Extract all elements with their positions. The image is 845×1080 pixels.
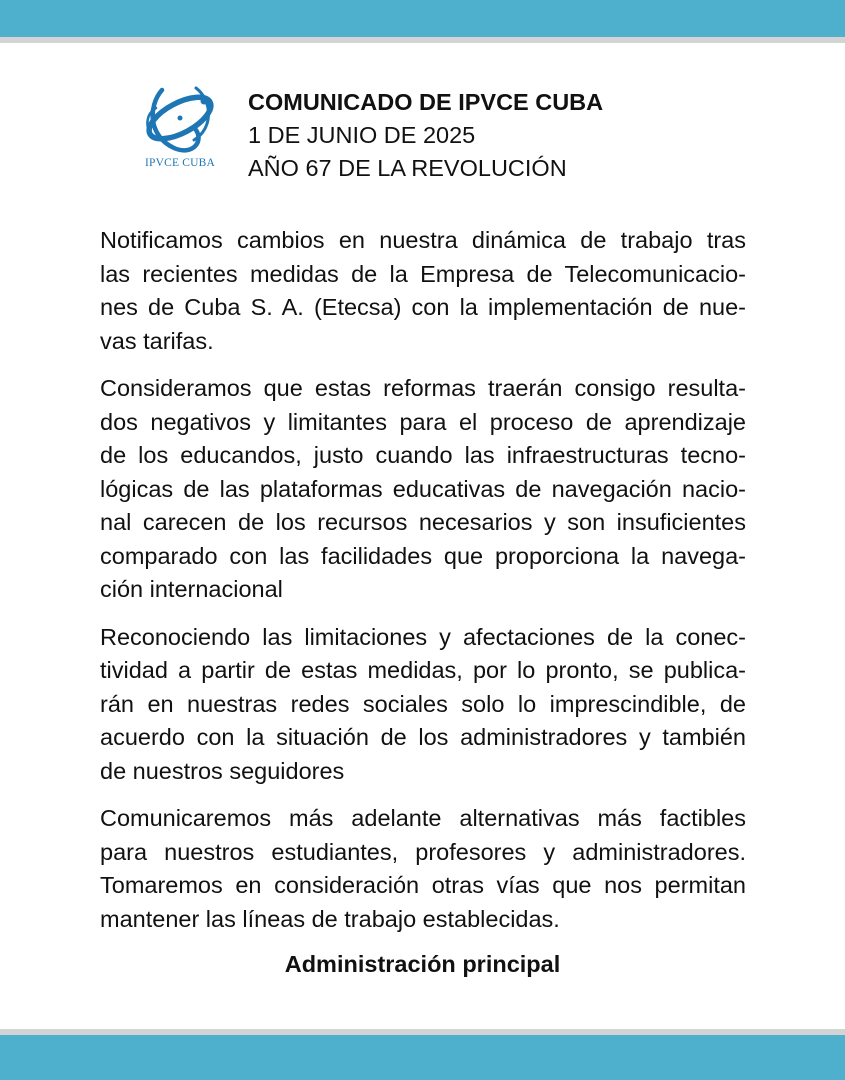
paragraph xyxy=(100,224,746,358)
text-line: Notificamos cambios en nuestra dinámica de trabajo tras xyxy=(100,227,746,253)
paragraph xyxy=(100,802,746,936)
logo-text: IPVCE CUBA xyxy=(144,157,216,169)
text-line: de nuestros seguidores xyxy=(100,757,345,784)
communique-title: COMUNICADO DE IPVCE CUBA xyxy=(248,89,604,115)
text-line: Tomaremos en consideración otras vías que nos permitan xyxy=(100,872,746,898)
communique-body xyxy=(100,224,746,950)
text-line: tividad a partir de estas medidas, por lo pronto, se publica- xyxy=(100,657,746,683)
top-color-band xyxy=(0,0,845,37)
text-line: comparado con las facilidades que proporciona la navega- xyxy=(100,542,746,569)
text-line: ción internacional xyxy=(100,576,283,602)
communique-date: 1 DE JUNIO DE 2025 xyxy=(248,122,476,148)
text-line: nes de Cuba S. A. (Etecsa) con la implementación de nue- xyxy=(100,294,746,320)
text-line: vas tarifas. xyxy=(100,327,214,354)
text-line: para nuestros estudiantes, profesores y administradores. xyxy=(100,838,746,865)
text-line: lógicas de las plataformas educativas de navegación nacio- xyxy=(100,475,746,502)
text-line: dos negativos y limitantes para el proceso de aprendizaje xyxy=(100,408,746,435)
text-line: mantener las líneas de trabajo establecidas. xyxy=(100,905,560,932)
text-line: nal carecen de los recursos necesarios y son insuficientes xyxy=(100,509,746,535)
signature: Administración principal xyxy=(284,951,561,977)
ipvce-logo xyxy=(134,78,226,178)
text-line: Comunicaremos más adelante alternativas más factibles xyxy=(100,805,746,831)
text-line: rán en nuestras redes sociales solo lo imprescindible, de xyxy=(100,690,746,717)
revolution-year: AÑO 67 DE LA REVOLUCIÓN xyxy=(248,155,567,181)
communique-header xyxy=(248,86,603,185)
text-line: de los educandos, justo cuando las infraestructuras tecno- xyxy=(100,442,746,468)
bottom-color-band xyxy=(0,1035,845,1080)
paragraph xyxy=(100,621,746,789)
atom-orbit-logo-icon xyxy=(134,78,226,158)
text-line: acuerdo con la situación de los administradores y también xyxy=(100,724,746,750)
text-line: Consideramos que estas reformas traerán consigo resulta- xyxy=(100,375,746,401)
text-line: Reconociendo las limitaciones y afectaciones de la conec- xyxy=(100,623,746,650)
top-divider xyxy=(0,37,845,43)
paragraph xyxy=(100,372,746,607)
text-line: las recientes medidas de la Empresa de Telecomunicacio- xyxy=(100,260,746,287)
